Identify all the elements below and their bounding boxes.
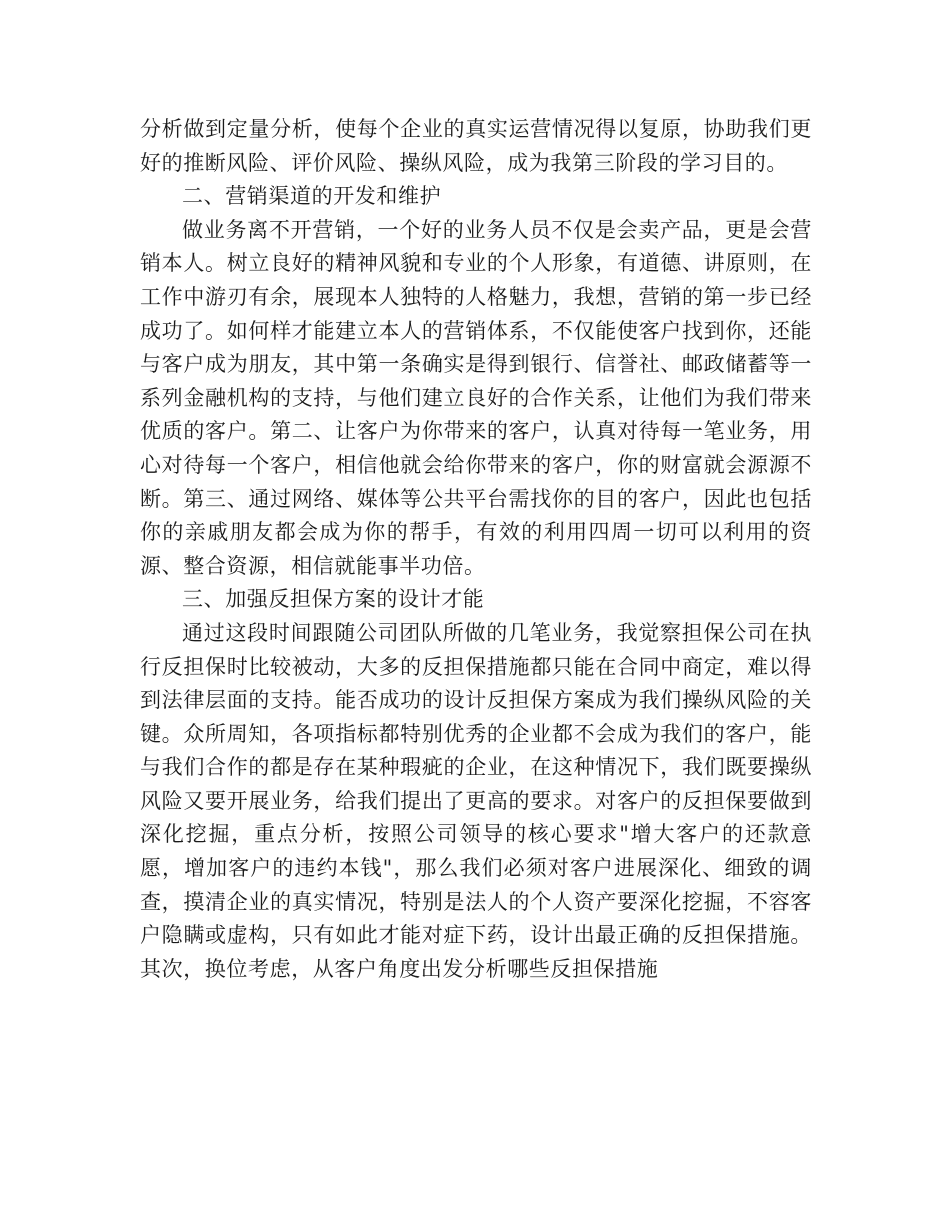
section-heading-counter-guarantee: 三、加强反担保方案的设计才能	[182, 587, 485, 612]
paragraph-marketing: 做业务离不开营销，一个好的业务人员不仅是会卖产品，更是会营销本人。树立良好的精神风貌和专业的个人形象，有道德、讲原则，在工作中游刃有余，展现本人独特的人格魅力，我想，营销的第一步已经成功了。如何样才能建立本人的营销体系，不仅能使客户找到你，还能与客户成为朋友，其中第一条确实是得到银行、信誉社、邮政储蓄等一系列金融机构的支持，与他们建立良好的合作关系，让他们为我们带来优质的客户。第二、让客户为你带来的客户，认真对待每一笔业务，用心对待每一个客户，相信他就会给你带来的客户，你的财富就会源源不断。第三、通过网络、媒体等公共平台需找你的目的客户，因此也包括你的亲戚朋友都会成为你的帮手，有效的利用四周一切可以利用的资源、整合资源，相信就能事半功倍。	[140, 217, 812, 578]
paragraph-counter-guarantee: 通过这段时间跟随公司团队所做的几笔业务，我觉察担保公司在执行反担保时比较被动，大多的反担保措施都只能在合同中商定，难以得到法律层面的支持。能否成功的设计反担保方案成为我们操纵风险的关键。众所周知，各项指标都特别优秀的企业都不会成为我们的客户，能与我们合作的都是存在某种瑕疵的企业，在这种情况下，我们既要操纵风险又要开展业务，给我们提出了更高的要求。对客户的反担保要做到深化挖掘，重点分析，按照公司领导的核心要求"增大客户的还款意愿，增加客户的违约本钱"，那么我们必须对客户进展深化、细致的调查，摸清企业的真实情况，特别是法人的个人资产要深化挖掘，不容客户隐瞒或虚构，只有如此才能对症下药，设计出最正确的反担保措施。其次，换位考虑，从客户角度出发分析哪些反担保措施	[140, 620, 812, 981]
paragraph-intro-continuation: 分析做到定量分析，使每个企业的真实运营情况得以复原，协助我们更好的推断风险、评价风险、操纵风险，成为我第三阶段的学习目的。	[140, 117, 812, 175]
section-heading-marketing-channels: 二、营销渠道的开发和维护	[182, 184, 442, 209]
document-page	[140, 113, 812, 986]
